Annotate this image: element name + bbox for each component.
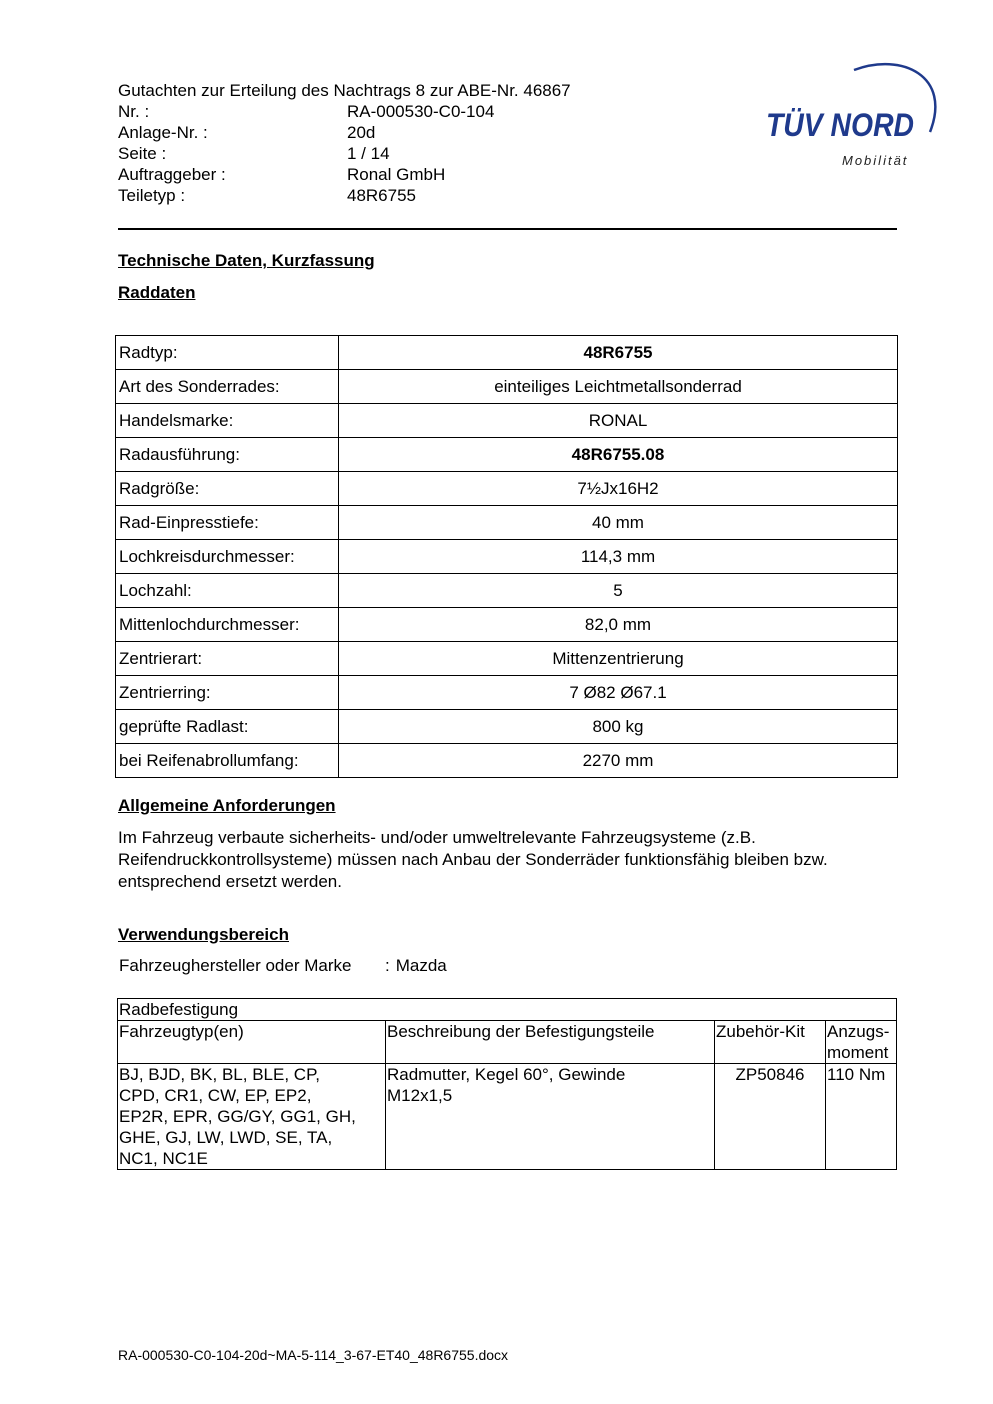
header-beschreibung: Beschreibung der Befestigungsteile: [386, 1021, 715, 1064]
wheel-data-label: bei Reifenabrollumfang:: [116, 744, 339, 778]
wheel-data-label: Mittenlochdurchmesser:: [116, 608, 339, 642]
tuv-nord-logo-icon: [762, 58, 942, 170]
fastener-desc-cell: [386, 1064, 715, 1170]
header-label: Anlage-Nr. :: [118, 123, 208, 142]
allgemeine-line: Reifendruckkontrollsysteme) müssen nach Anbau der Sonderräder funktionsfähig bleiben bzw.: [118, 850, 828, 869]
maker-label: Fahrzeughersteller oder Marke: [119, 956, 352, 975]
wheel-data-value: 800 kg: [339, 710, 898, 744]
wheel-data-label: Lochzahl:: [116, 574, 339, 608]
document-header: [118, 80, 571, 206]
header-zubehoer-kit: Zubehör-Kit: [715, 1021, 826, 1064]
mounting-caption-row: [118, 999, 897, 1021]
wheel-data-label: Zentrierring:: [116, 676, 339, 710]
wheel-data-row: [116, 574, 898, 608]
wheel-data-value: 40 mm: [339, 506, 898, 540]
mounting-header-row: [118, 1021, 897, 1064]
wheel-data-row: [116, 642, 898, 676]
wheel-data-label: Art des Sonderrades:: [116, 370, 339, 404]
maker-line: [118, 956, 447, 976]
wheel-data-row: [116, 404, 898, 438]
header-value: RA-000530-C0-104: [347, 102, 495, 121]
wheel-data-row: [116, 370, 898, 404]
raddaten-title: Raddaten: [118, 283, 196, 302]
wheel-data-value: 48R6755.08: [339, 438, 898, 472]
mounting-data-row: [118, 1064, 897, 1170]
wheel-data-value: Mittenzentrierung: [339, 642, 898, 676]
wheel-data-label: Zentrierart:: [116, 642, 339, 676]
wheel-data-label: Rad-Einpresstiefe:: [116, 506, 339, 540]
allgemeine-line: Im Fahrzeug verbaute sicherheits- und/oder umweltrelevante Fahrzeugsysteme (z.B.: [118, 828, 756, 847]
vehicle-types-line: NC1, NC1E: [119, 1149, 208, 1168]
mounting-table: [117, 998, 897, 1170]
header-value: 20d: [347, 123, 376, 142]
header-anzugsmoment: Anzugs- moment: [826, 1021, 897, 1064]
header-divider: [118, 228, 897, 230]
wheel-data-row: [116, 608, 898, 642]
wheel-data-value: 7½Jx16H2: [339, 472, 898, 506]
header-label: Auftraggeber :: [118, 165, 226, 184]
section-title: Technische Daten, Kurzfassung: [118, 251, 375, 270]
header-row-teiletyp: [118, 185, 571, 206]
wheel-data-label: Lochkreisdurchmesser:: [116, 540, 339, 574]
header-fahrzeugtyp: Fahrzeugtyp(en): [118, 1021, 386, 1064]
allgemeine-text: [118, 827, 898, 893]
wheel-data-value: 114,3 mm: [339, 540, 898, 574]
wheel-data-value: 5: [339, 574, 898, 608]
wheel-data-label: Radtyp:: [116, 336, 339, 370]
wheel-data-row: [116, 540, 898, 574]
wheel-data-label: geprüfte Radlast:: [116, 710, 339, 744]
header-value: Ronal GmbH: [347, 165, 446, 184]
vehicle-types-line: GHE, GJ, LW, LWD, SE, TA,: [119, 1128, 333, 1147]
wheel-data-value: RONAL: [339, 404, 898, 438]
maker-colon: :: [385, 956, 390, 975]
header-row-anlage: [118, 122, 571, 143]
header-row-seite: [118, 143, 571, 164]
header-value: 1 / 14: [347, 144, 390, 163]
header-value: 48R6755: [347, 186, 417, 205]
vehicle-types-cell: [118, 1064, 386, 1170]
torque-cell: 110 Nm: [826, 1064, 897, 1170]
header-label: Seite :: [118, 144, 167, 163]
wheel-data-table: [115, 335, 898, 778]
wheel-data-value: 2270 mm: [339, 744, 898, 778]
header-label: Nr. :: [118, 102, 150, 121]
wheel-data-row: [116, 506, 898, 540]
wheel-data-row: [116, 744, 898, 778]
accessory-kit-cell: ZP50846: [715, 1064, 826, 1170]
logo-brand: TÜV NORD: [766, 107, 914, 143]
header-title-line: [118, 80, 571, 101]
allgemeine-title: Allgemeine Anforderungen: [118, 796, 336, 815]
wheel-data-row: [116, 438, 898, 472]
wheel-data-row: [116, 710, 898, 744]
wheel-data-row: [116, 676, 898, 710]
wheel-data-row: [116, 472, 898, 506]
fastener-desc-line: Radmutter, Kegel 60°, Gewinde: [387, 1065, 626, 1084]
wheel-data-value: 7 Ø82 Ø67.1: [339, 676, 898, 710]
logo-tagline: Mobilität: [842, 153, 909, 168]
header-title: Gutachten zur Erteilung des Nachtrags 8 zur ABE-Nr. 46867: [118, 81, 571, 100]
wheel-data-value: 48R6755: [339, 336, 898, 370]
maker-value: Mazda: [395, 956, 447, 975]
wheel-data-row: [116, 336, 898, 370]
mounting-caption: Radbefestigung: [118, 999, 897, 1021]
wheel-data-value: einteiliges Leichtmetallsonderrad: [339, 370, 898, 404]
wheel-data-label: Handelsmarke:: [116, 404, 339, 438]
footer-filename: RA-000530-C0-104-20d~MA-5-114_3-67-ET40_48R6755.docx: [118, 1347, 509, 1363]
allgemeine-line: entsprechend ersetzt werden.: [118, 872, 342, 891]
wheel-data-label: Radausführung:: [116, 438, 339, 472]
header-label: Teiletyp :: [118, 186, 186, 205]
header-row-nr: [118, 101, 571, 122]
header-row-auftraggeber: [118, 164, 571, 185]
fastener-desc-line: M12x1,5: [387, 1086, 453, 1105]
vehicle-types-line: CPD, CR1, CW, EP, EP2,: [119, 1086, 312, 1105]
vehicle-types-line: BJ, BJD, BK, BL, BLE, CP,: [119, 1065, 320, 1084]
wheel-data-value: 82,0 mm: [339, 608, 898, 642]
vehicle-types-line: EP2R, EPR, GG/GY, GG1, GH,: [119, 1107, 356, 1126]
tuv-nord-logo: [762, 58, 942, 170]
wheel-data-label: Radgröße:: [116, 472, 339, 506]
verwendung-title: Verwendungsbereich: [118, 925, 289, 944]
